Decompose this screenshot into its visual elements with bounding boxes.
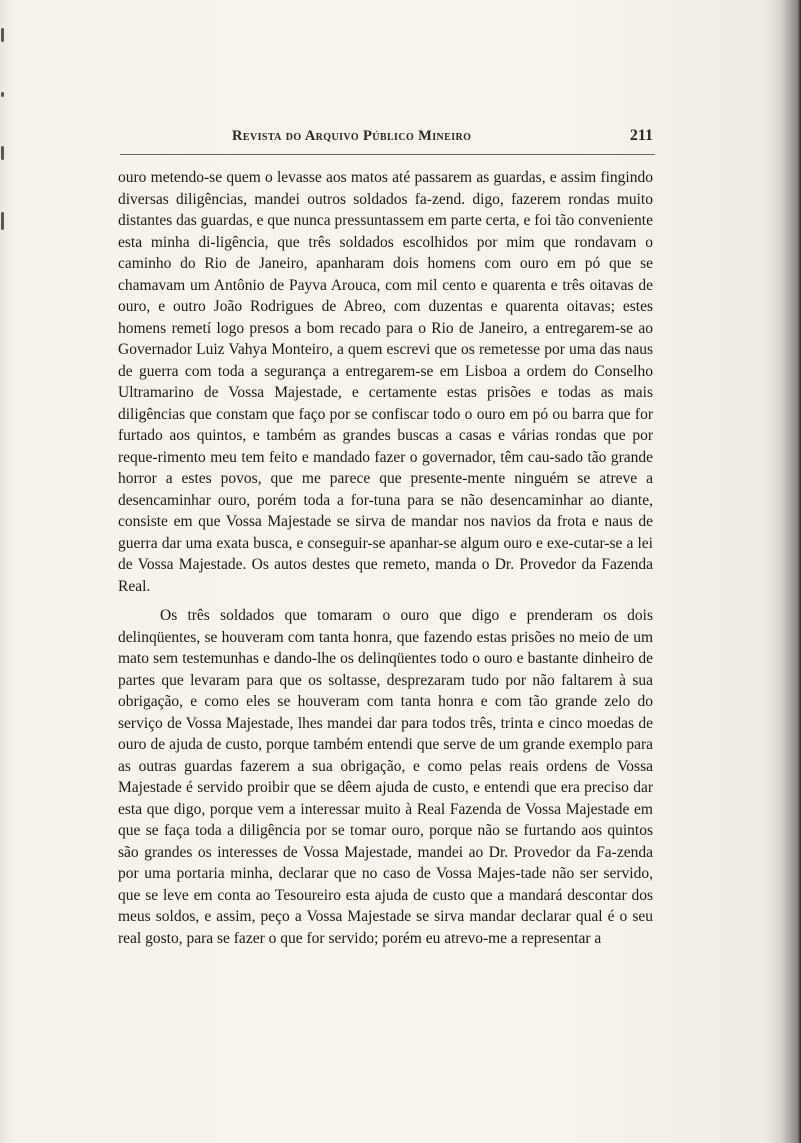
page-header	[120, 124, 655, 155]
paragraph-soldiers: Os três soldados que tomaram o ouro que digo e prenderam os dois delinqüentes, se houveram com tanta honra, que fazendo estas prisões no meio de um mato sem testemunhas e dando-lhe os delinqüentes todo o ouro e bastante dinheiro de partes que levaram para que os soltasse, desprezaram tudo por não faltarem à sua obrigação, e como eles se houveram com tanta honra e com tão grande zelo do serviço de Vossa Majestade, lhes mandei dar para todos três, trinta e cinco moedas de ouro de ajuda de custo, porque também entendi que serve de um grande exemplo para as outras guardas fazerem a sua obrigação, e como pelas reais ordens de Vossa Majestade é servido proibir que se dêem ajuda de custo, e entendi que era preciso dar esta que digo, porque vem a interessar muito à Real Fazenda de Vossa Majestade em que se faça toda a diligência por se tomar ouro, porque não se furtando aos quintos são grandes os interesses de Vossa Majestade, mandei ao Dr. Provedor da Fa-zenda por uma portaria minha, declarar que no caso de Vossa Majes-tade não ser servido, que se leve em conta ao Tesoureiro esta ajuda de custo que a mandará descontar dos meus soldos, e assim, peço a Vossa Majestade se sirva mandar declarar qual é o seu real gosto, para se fazer o que for servido; porém eu atrevo-me a representar a	[118, 607, 653, 947]
body-text	[118, 167, 653, 949]
page-right-edge-shadow	[763, 0, 801, 1143]
page-number: 211	[629, 127, 653, 144]
binding-edge-marks	[0, 0, 12, 1143]
paragraph-continuation: ouro metendo-se quem o levasse aos matos até passarem as guardas, e assim fingindo diversas diligências, mandei outros soldados fa-zend. digo, fazerem rondas muito distantes das guardas, e que nunca pressuntassem em parte certa, e foi tão conveniente esta minha di-ligência, que três soldados escolhidos por mim que rondavam o caminho do Rio de Janeiro, apanharam dois homens com ouro em pó que se chamavam um Antônio de Payva Arouca, com mil cento e quarenta e três oitavas de ouro, e outro João Rodrigues de Abreo, com duzentas e quarenta oitavas; estes homens remetí logo presos a bom recado para o Rio de Janeiro, a entregarem-se ao Governador Luiz Vahya Monteiro, a quem escrevi que os remetesse por uma das naus de guerra com toda a segurança a entregarem-se em Lisboa a ordem do Conselho Ultramarino de Vossa Majestade, e certamente estas prisões e todas as mais diligências que constam que faço por se confiscar todo o ouro em pó ou barra que for furtado aos quintos, e também as grandes buscas a casas e várias rondas que por reque-rimento meu tem feito e mandado fazer o governador, têm cau-sado tão grande horror a estes povos, que me parece que presente-mente ninguém se atreve a desencaminhar ouro, porém toda a for-tuna para se não desencaminhar ao diante, consiste em que Vossa Majestade se sirva de mandar nos navios da frota e naus de guerra dar uma exata busca, e conseguir-se apanhar-se algum ouro e exe-cutar-se a lei de Vossa Majestade. Os autos destes que remeto, manda o Dr. Provedor da Fazenda Real.	[118, 169, 653, 595]
running-title: Revista do Arquivo Público Mineiro	[232, 128, 472, 144]
